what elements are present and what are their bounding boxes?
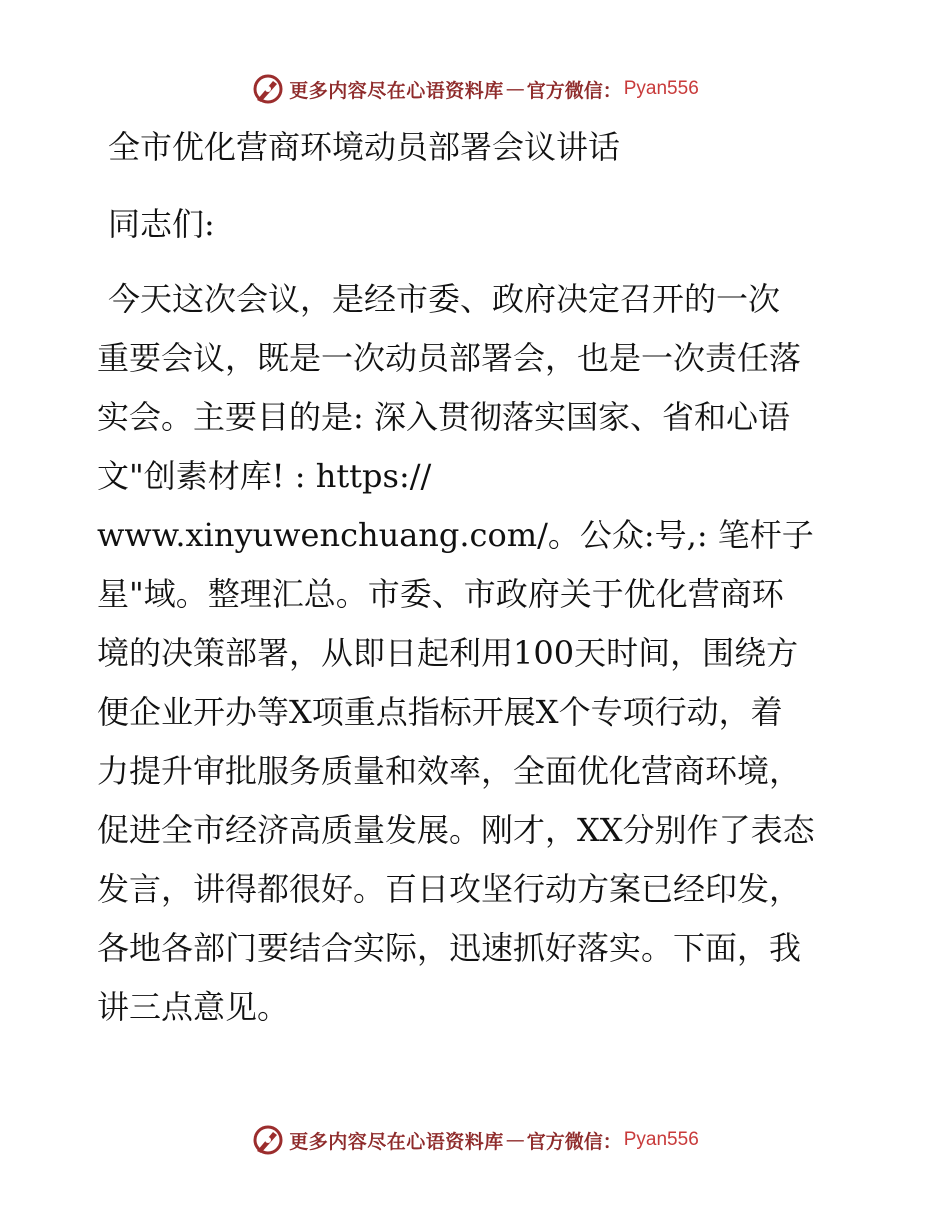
watermark-separator: — xyxy=(505,1129,525,1151)
paragraph-line: 重要会议，既是一次动员部署会，也是一次责任落 xyxy=(97,339,802,377)
paragraph-line: 文"创素材库! : https:// xyxy=(97,457,432,495)
watermark-separator: — xyxy=(505,78,525,100)
paragraph-line: 今天这次会议，是经市委、政府决定召开的一次 xyxy=(108,280,781,318)
paragraph-line: 讲三点意见。 xyxy=(97,988,290,1026)
watermark-main-text: 更多内容尽在心语资料库 xyxy=(289,1130,504,1153)
paragraph-line: 便企业开办等X项重点指标开展X个专项行动，着 xyxy=(97,693,783,731)
greeting-line: 同志们: xyxy=(108,205,215,243)
watermark-wechat-id: Pyan556 xyxy=(623,78,699,99)
watermark-main-text: 更多内容尽在心语资料库 xyxy=(289,79,504,102)
header-watermark xyxy=(0,72,950,106)
quill-logo-icon xyxy=(251,1123,285,1157)
paragraph-line: 促进全市经济高质量发展。刚才，XX分别作了表态 xyxy=(97,811,815,849)
paragraph-line: 发言，讲得都很好。百日攻坚行动方案已经印发， xyxy=(97,870,802,908)
quill-logo-icon xyxy=(251,72,285,106)
paragraph-line: 境的决策部署，从即日起利用100天时间，围绕方 xyxy=(97,634,799,672)
paragraph-line: 力提升审批服务质量和效率，全面优化营商环境， xyxy=(97,752,802,790)
watermark-wechat-label: 官方微信： xyxy=(526,1130,622,1153)
watermark-wechat-id: Pyan556 xyxy=(623,1129,699,1150)
paragraph-line: 各地各部门要结合实际，迅速抓好落实。下面，我 xyxy=(97,929,802,967)
paragraph-line: www.xinyuwenchuang.com/。公众:号,: 笔杆子 xyxy=(97,516,814,554)
watermark-wechat-label: 官方微信： xyxy=(526,79,622,102)
paragraph-line: 星"域。整理汇总。市委、市政府关于优化营商环 xyxy=(97,575,784,613)
document-title: 全市优化营商环境动员部署会议讲话 xyxy=(108,128,621,166)
body-paragraph xyxy=(97,270,897,1037)
footer-watermark xyxy=(0,1123,950,1157)
paragraph-line: 实会。主要目的是: 深入贯彻落实国家、省和心语 xyxy=(97,398,790,436)
